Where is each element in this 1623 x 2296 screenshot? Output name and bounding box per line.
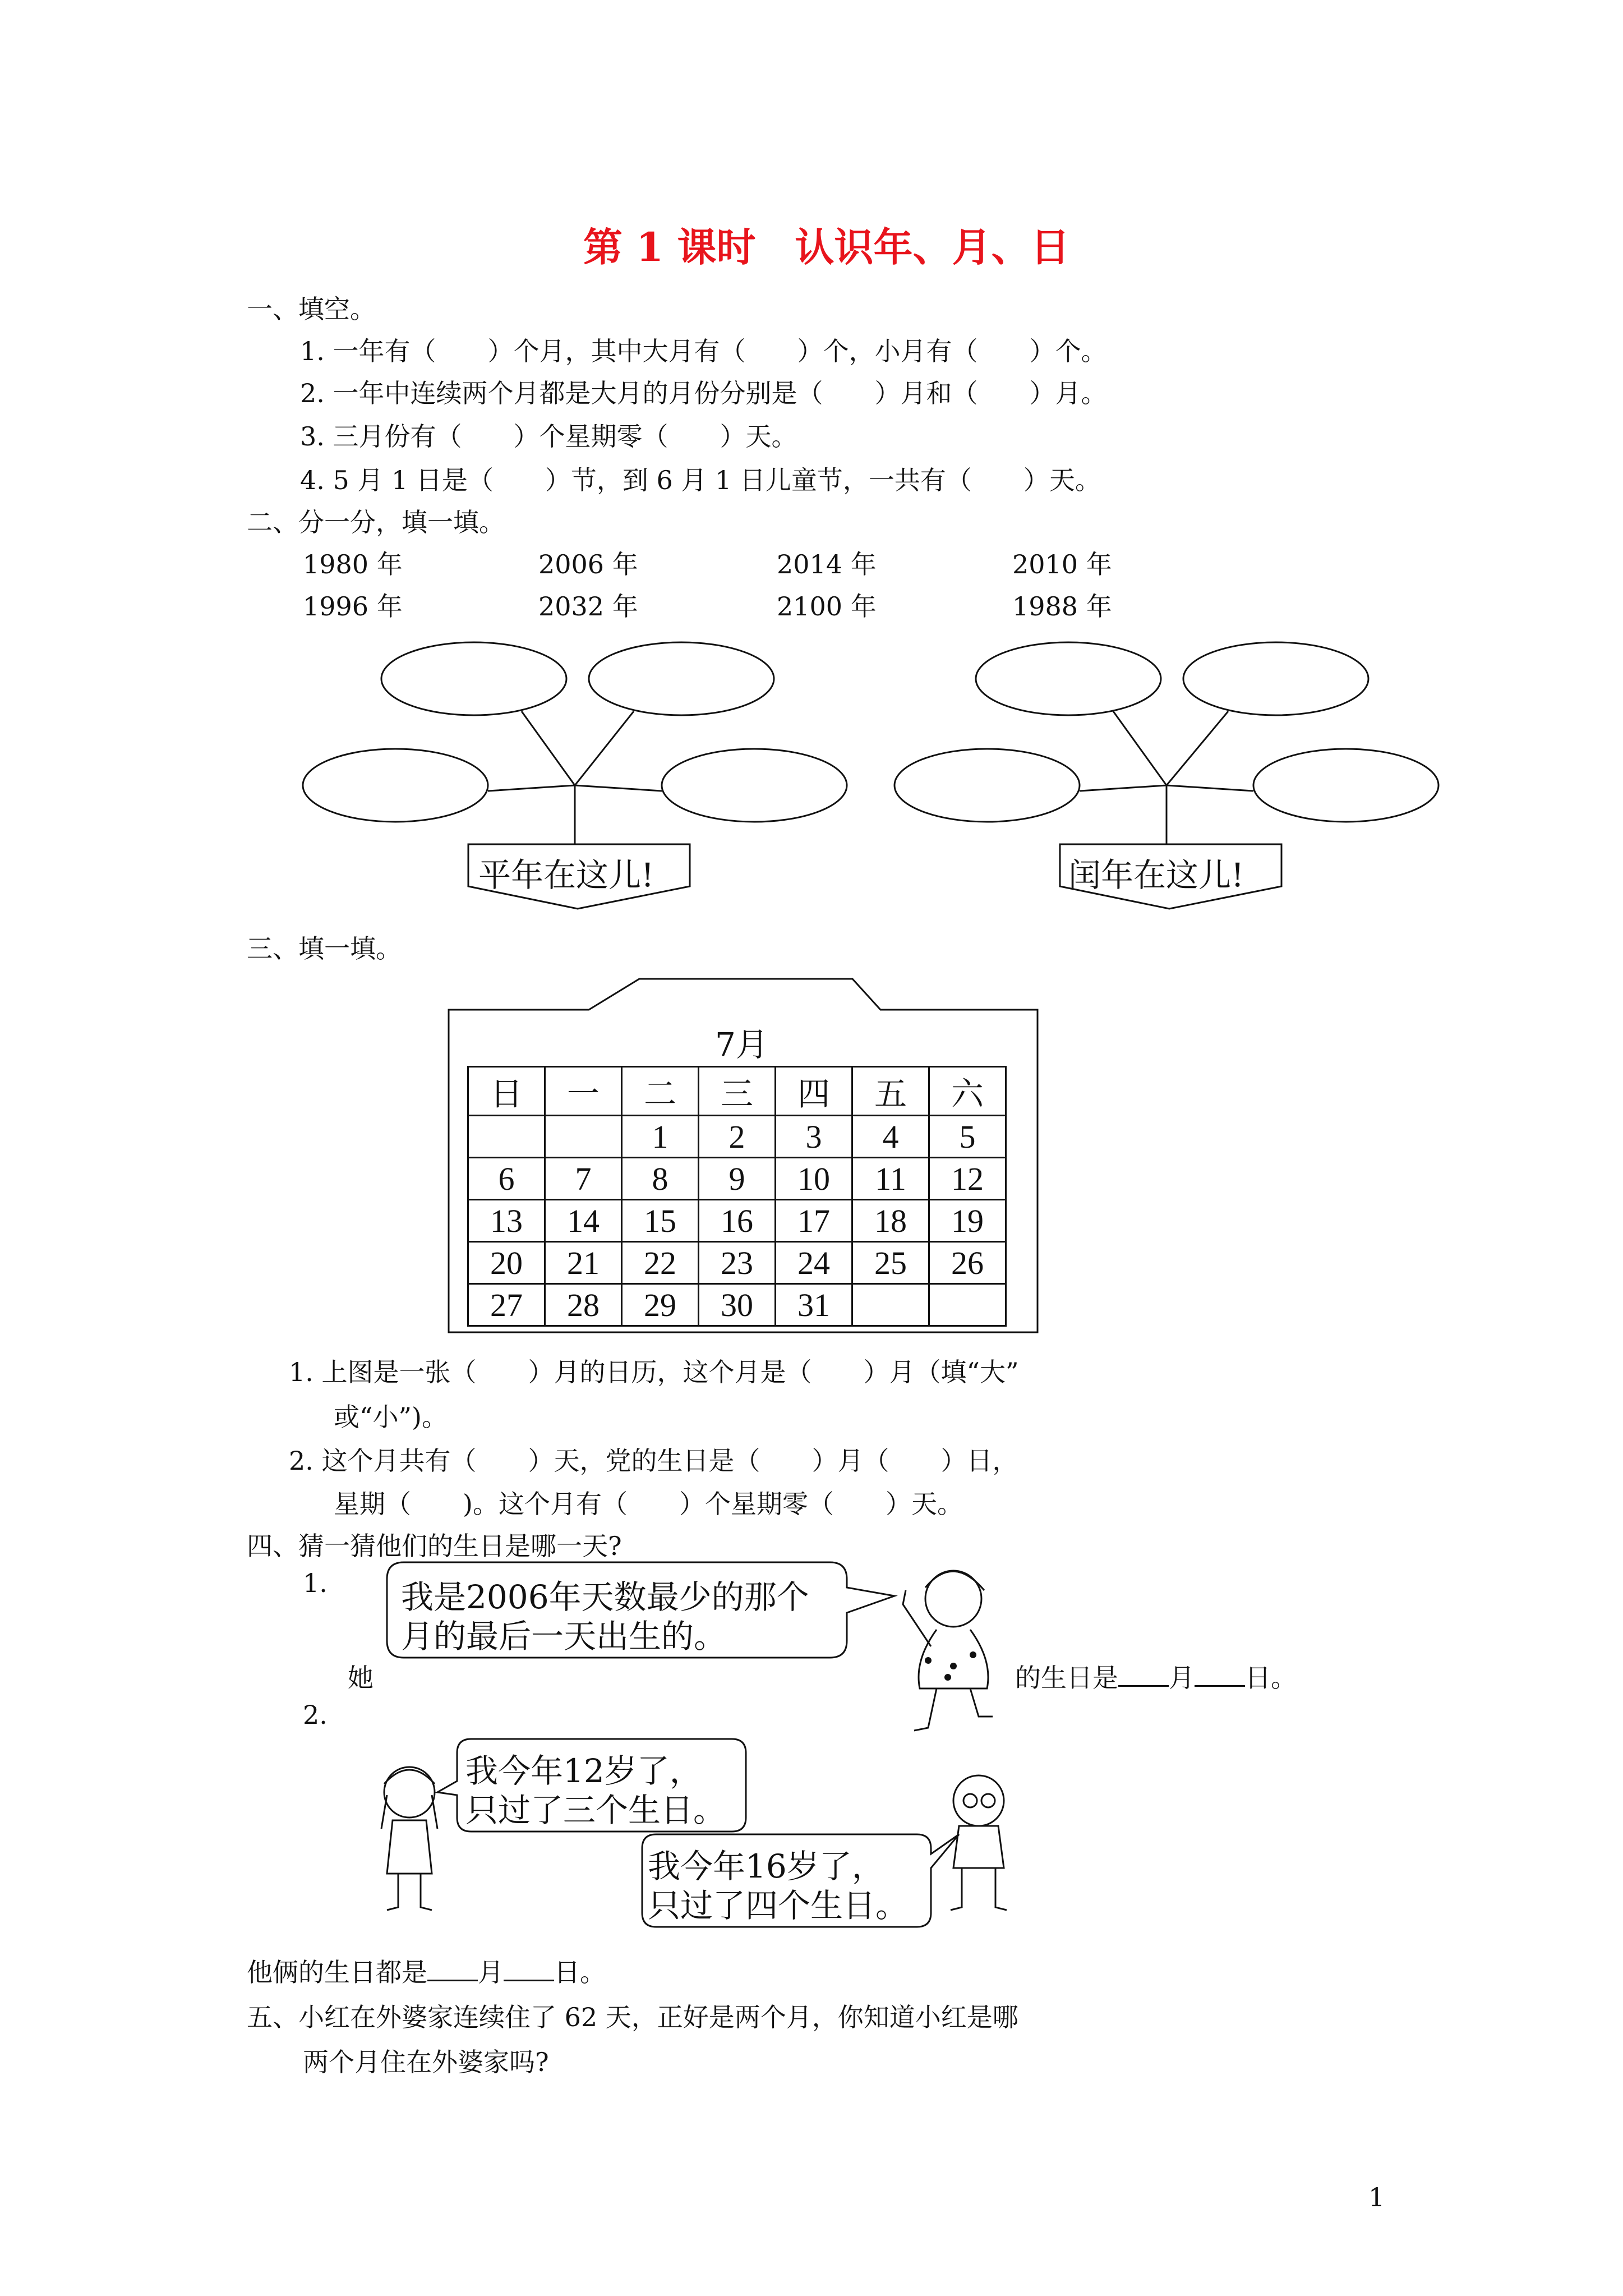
section1-heading: 一、填空。 bbox=[247, 294, 376, 324]
weekday-cell: 日 bbox=[468, 1067, 545, 1116]
day-blank[interactable] bbox=[504, 1957, 554, 1981]
q1-answer bbox=[1015, 1658, 1297, 1695]
date-cell: 31 bbox=[776, 1284, 852, 1326]
q1-answer-text: 月 bbox=[1169, 1663, 1195, 1693]
year-label: 1996 年 bbox=[303, 591, 403, 622]
bubble2-line1: 我今年12岁了， bbox=[465, 1752, 702, 1790]
day-blank[interactable] bbox=[1195, 1663, 1245, 1687]
date-cell: 17 bbox=[776, 1200, 852, 1242]
year-label: 2010 年 bbox=[1012, 549, 1112, 579]
q2-answer bbox=[247, 1952, 606, 1989]
year-label: 2100 年 bbox=[777, 591, 877, 622]
q1-answer-text: 日。 bbox=[1245, 1663, 1297, 1693]
year-label: 2014 年 bbox=[777, 549, 877, 579]
section1-item-1: 1. 一年有（ ）个月，其中大月有（ ）个，小月有（ ）个。 bbox=[300, 336, 1107, 366]
date-cell: 30 bbox=[699, 1284, 776, 1326]
bubble3-line1: 我今年16岁了， bbox=[648, 1847, 884, 1885]
date-cell: 12 bbox=[929, 1158, 1006, 1200]
date-cell: 11 bbox=[852, 1158, 929, 1200]
section5-line2: 两个月住在外婆家吗? bbox=[303, 2047, 549, 2077]
q1-prefix: 她 bbox=[348, 1663, 374, 1693]
date-cell: 4 bbox=[852, 1116, 929, 1158]
weekday-cell: 一 bbox=[545, 1067, 622, 1116]
q1-answer-text: 的生日是 bbox=[1015, 1663, 1118, 1693]
date-cell: 6 bbox=[468, 1158, 545, 1200]
date-cell: 25 bbox=[852, 1242, 929, 1284]
date-cell: 27 bbox=[468, 1284, 545, 1326]
section2-heading: 二、分一分，填一填。 bbox=[247, 507, 505, 537]
q2-answer-text: 月 bbox=[478, 1957, 504, 1987]
section3-heading: 三、填一填。 bbox=[247, 933, 402, 964]
weekday-cell: 二 bbox=[622, 1067, 699, 1116]
year-label: 1980 年 bbox=[303, 549, 403, 579]
date-cell: 2 bbox=[699, 1116, 776, 1158]
section1-item-4: 4. 5 月 1 日是（ ）节，到 6 月 1 日儿童节，一共有（ ）天。 bbox=[300, 465, 1101, 495]
weekday-cell: 六 bbox=[929, 1067, 1006, 1116]
section3-q2-line1: 2. 这个月共有（ ）天，党的生日是（ ）月（ ）日， bbox=[289, 1446, 1018, 1476]
date-cell: 13 bbox=[468, 1200, 545, 1242]
date-cell: 9 bbox=[699, 1158, 776, 1200]
date-cell: 21 bbox=[545, 1242, 622, 1284]
weekday-cell: 四 bbox=[776, 1067, 852, 1116]
date-cell: 29 bbox=[622, 1284, 699, 1326]
date-cell: 20 bbox=[468, 1242, 545, 1284]
date-cell: 8 bbox=[622, 1158, 699, 1200]
section5-line1: 五、小红在外婆家连续住了 62 天，正好是两个月，你知道小红是哪 bbox=[247, 2002, 1018, 2032]
year-label: 1988 年 bbox=[1012, 591, 1112, 622]
month-blank[interactable] bbox=[1118, 1663, 1169, 1687]
section1-item-3: 3. 三月份有（ ）个星期零（ ）天。 bbox=[300, 421, 797, 452]
year-label: 2006 年 bbox=[538, 549, 638, 579]
date-cell: 28 bbox=[545, 1284, 622, 1326]
date-cell: 5 bbox=[929, 1116, 1006, 1158]
date-cell: 14 bbox=[545, 1200, 622, 1242]
date-cell: 26 bbox=[929, 1242, 1006, 1284]
q2-answer-text: 他俩的生日都是 bbox=[247, 1957, 427, 1987]
weekday-cell: 五 bbox=[852, 1067, 929, 1116]
section3-q1-line1: 1. 上图是一张（ ）月的日历，这个月是（ ）月（填“大” bbox=[289, 1357, 1019, 1387]
girl-illustration bbox=[381, 1767, 437, 1910]
boy-illustration bbox=[951, 1775, 1007, 1910]
date-cell: 15 bbox=[622, 1200, 699, 1242]
bubble1-line1: 我是2006年天数最少的那个 bbox=[401, 1578, 809, 1616]
date-cell: 23 bbox=[699, 1242, 776, 1284]
date-cell: 22 bbox=[622, 1242, 699, 1284]
date-cell: 10 bbox=[776, 1158, 852, 1200]
q2-answer-text: 日。 bbox=[554, 1957, 606, 1987]
section3-q2-line2: 星期（ )。这个月有（ ）个星期零（ ）天。 bbox=[334, 1489, 963, 1519]
date-cell: 24 bbox=[776, 1242, 852, 1284]
bubble2-line2: 只过了三个生日。 bbox=[465, 1791, 726, 1829]
date-cell: 16 bbox=[699, 1200, 776, 1242]
section3-q1-line2: 或“小”)。 bbox=[334, 1402, 448, 1432]
page-number: 1 bbox=[1368, 2182, 1385, 2212]
leap-year-sign: 闰年在这儿! bbox=[1068, 856, 1244, 894]
bubble3-line2: 只过了四个生日。 bbox=[648, 1887, 909, 1925]
date-cell: 7 bbox=[545, 1158, 622, 1200]
page-title: 第 1 课时 认识年、月、日 bbox=[583, 224, 1070, 270]
date-cell: 3 bbox=[776, 1116, 852, 1158]
weekday-cell: 三 bbox=[699, 1067, 776, 1116]
section4-q1-number: 1. bbox=[303, 1568, 328, 1598]
calendar-title: 7月 bbox=[715, 1025, 768, 1064]
date-cell: 1 bbox=[622, 1116, 699, 1158]
girl-illustration bbox=[903, 1571, 993, 1731]
bubble1-line2: 月的最后一天出生的。 bbox=[401, 1617, 727, 1655]
month-blank[interactable] bbox=[427, 1957, 478, 1981]
section1-item-2: 2. 一年中连续两个月都是大月的月份分别是（ ）月和（ ）月。 bbox=[300, 378, 1107, 408]
section4-q2-number: 2. bbox=[303, 1700, 328, 1730]
date-cell: 18 bbox=[852, 1200, 929, 1242]
date-cell: 19 bbox=[929, 1200, 1006, 1242]
section4-heading: 四、猜一猜他们的生日是哪一天? bbox=[247, 1531, 622, 1561]
year-label: 2032 年 bbox=[538, 591, 638, 622]
common-year-sign: 平年在这儿! bbox=[478, 856, 654, 894]
